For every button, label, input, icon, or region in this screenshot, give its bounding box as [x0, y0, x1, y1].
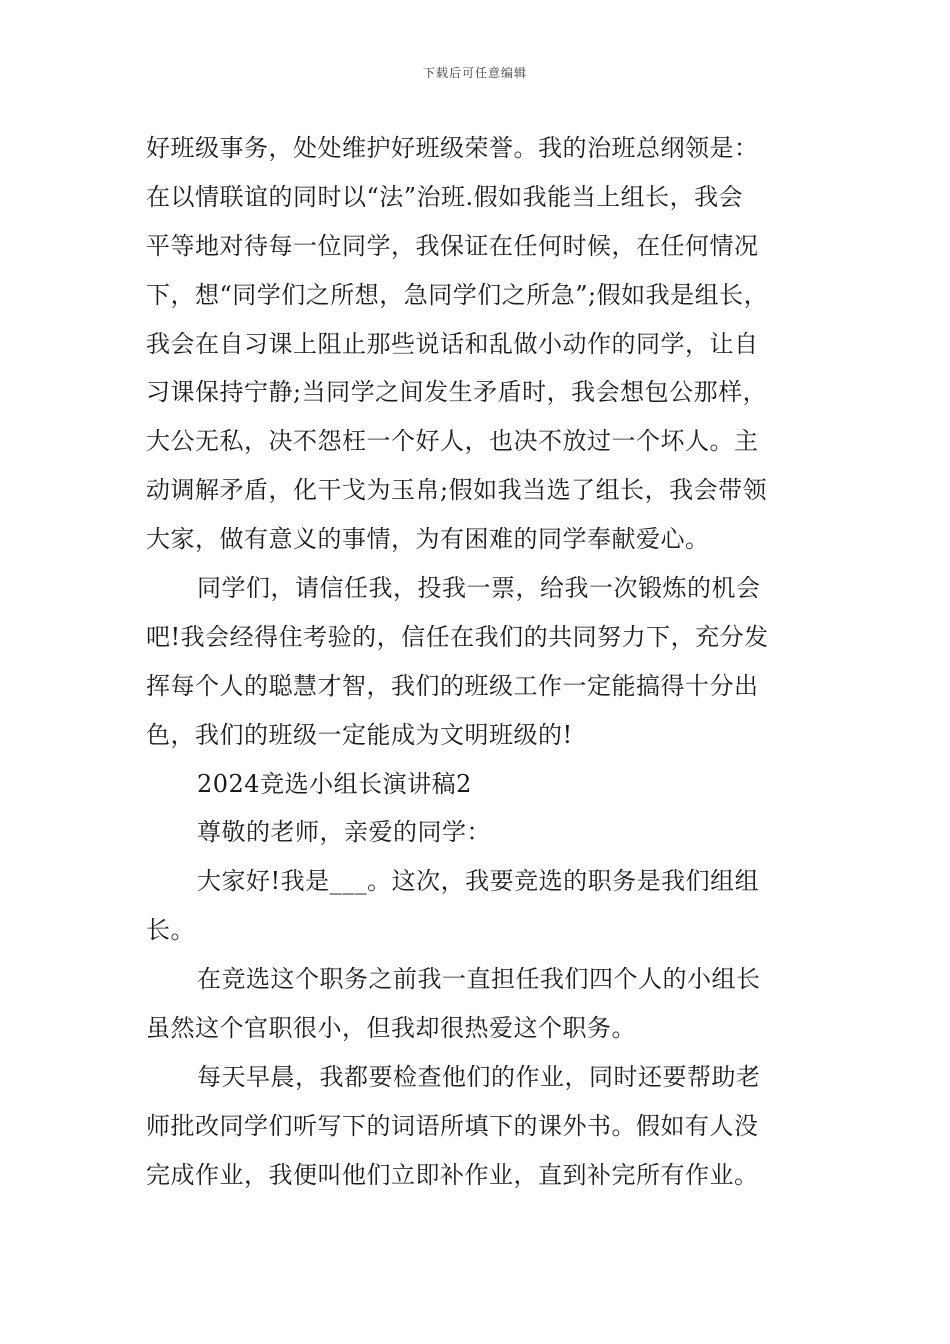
text-line: 在以情联谊的同时以“法”治班.假如我能当上组长，我会: [146, 182, 744, 211]
text-line: 我会在自习课上阻止那些说话和乱做小动作的同学，让自: [146, 329, 759, 358]
text-line: 大公无私，决不怨枉一个好人，也决不放过一个坏人。主: [146, 427, 759, 456]
text-line: 下，想“同学们之所想，急同学们之所急”;假如我是组长，: [146, 280, 769, 309]
text-line: 虽然这个官职很小，但我却很热爱这个职务。: [146, 1014, 636, 1043]
text-line: 大家，做有意义的事情，为有困难的同学奉献爱心。: [146, 525, 710, 554]
text-line: 好班级事务，处处维护好班级荣誉。我的治班总纲领是：: [146, 134, 759, 162]
text-line: 2024竞选小组长演讲稿2: [197, 769, 472, 798]
text-line: 尊敬的老师，亲爱的同学：: [197, 818, 491, 847]
document-body: [146, 124, 846, 1200]
text-line: 挥每个人的聪慧才智，我们的班级工作一定能搞得十分出: [146, 671, 759, 700]
text-line: 吧!我会经得住考验的，信任在我们的共同努力下，充分发: [146, 622, 769, 651]
text-line: 平等地对待每一位同学，我保证在任何时候，在任何情况: [146, 231, 759, 260]
text-line: 每天早晨，我都要检查他们的作业，同时还要帮助老: [197, 1062, 761, 1091]
text-line: 动调解矛盾，化干戈为玉帛;假如我当选了组长，我会带领: [146, 476, 768, 505]
text-line: 在竞选这个职务之前我一直担任我们四个人的小组长: [197, 965, 761, 994]
text-line: 色，我们的班级一定能成为文明班级的!: [146, 720, 573, 749]
text-line: 师批改同学们听写下的词语所填下的课外书。假如有人没: [146, 1111, 759, 1140]
text-line: 同学们，请信任我，投我一票，给我一次锻炼的机会: [197, 574, 761, 603]
text-line: 大家好!我是___。这次，我要竞选的职务是我们组组: [197, 867, 760, 896]
text-line: 长。: [146, 916, 195, 945]
page-header: 下载后可任意编辑: [422, 66, 527, 80]
text-line: 习课保持宁静;当同学之间发生矛盾时，我会想包公那样，: [146, 378, 768, 407]
text-line: 完成作业，我便叫他们立即补作业，直到补完所有作业。: [146, 1160, 759, 1189]
